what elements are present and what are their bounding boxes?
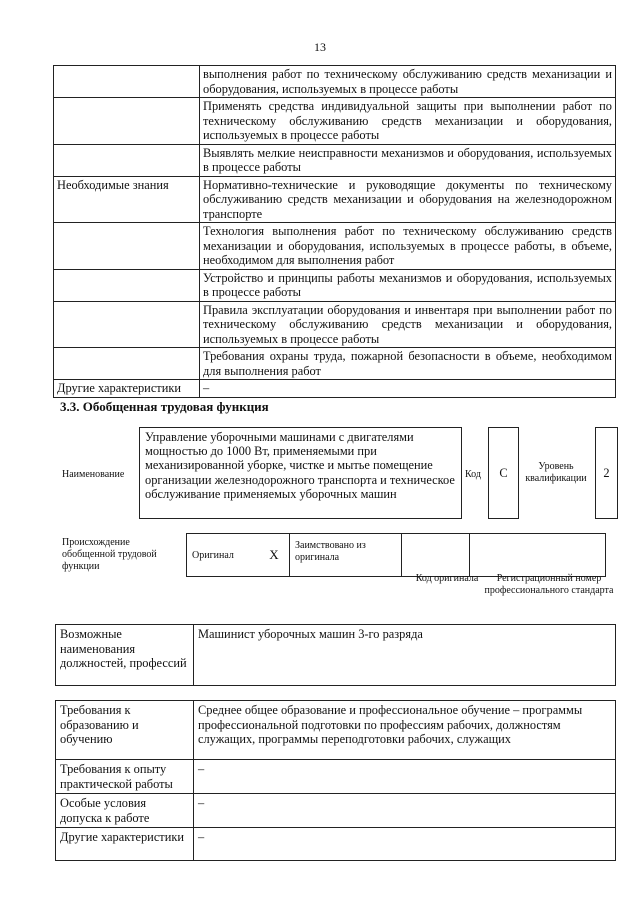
qualification-level-value: 2 — [595, 427, 618, 519]
conditions-value: – — [194, 794, 616, 828]
qualification-level-label: Уровень квалификации — [525, 461, 587, 484]
row-text: Технология выполнения работ по техническому обслуживанию средств механизации и оборудования, используемых в процессе работы, в объеме, необходимом для выполнения работ — [200, 223, 616, 270]
experience-label: Требования к опыту практической работы — [56, 760, 194, 794]
naming-label: Наименование — [62, 469, 125, 480]
row-label: Необходимые знания — [54, 176, 200, 223]
conditions-label: Особые условия допуска к работе — [56, 794, 194, 828]
row-text: Применять средства индивидуальной защиты при выполнении работ по техническому обслуживанию средств механизации и оборудования, используемых в процессе работы — [200, 98, 616, 145]
table-row — [54, 98, 616, 145]
row-text: Выявлять мелкие неисправности механизмов и оборудования, используемых в процессе работы — [200, 144, 616, 176]
other-value: – — [194, 828, 616, 861]
table-row — [56, 794, 616, 828]
original-code-cell — [402, 534, 470, 577]
code-label: Код — [465, 469, 481, 480]
positions-table — [55, 624, 616, 686]
requirements-table — [55, 700, 616, 861]
row-label — [54, 269, 200, 301]
positions-value: Машинист уборочных машин 3-го разряда — [194, 625, 616, 686]
original-code-caption: Код оригинала — [415, 573, 479, 584]
original-label: Оригинал — [187, 534, 260, 577]
row-label — [54, 66, 200, 98]
table-row — [56, 828, 616, 861]
positions-label: Возможные наименования должностей, профессий — [56, 625, 194, 686]
original-mark: X — [259, 534, 290, 577]
other-label: Другие характеристики — [56, 828, 194, 861]
table-row — [56, 625, 616, 686]
row-text: Правила эксплуатации оборудования и инвентаря при выполнении работ по техническому обслуживанию средств механизации и оборудования, используемых в процессе работы — [200, 301, 616, 348]
row-text: – — [200, 380, 616, 398]
table-row — [54, 144, 616, 176]
row-label — [54, 144, 200, 176]
experience-value: – — [194, 760, 616, 794]
table-row — [54, 176, 616, 223]
registration-number-cell — [470, 534, 606, 577]
row-label — [54, 223, 200, 270]
table-row — [54, 380, 616, 398]
page-number: 13 — [314, 40, 326, 54]
borrowed-label: Заимствовано из оригинала — [290, 534, 402, 577]
code-value: С — [488, 427, 519, 519]
table-row — [54, 348, 616, 380]
table-row — [56, 760, 616, 794]
row-label — [54, 301, 200, 348]
education-label: Требования к образованию и обучению — [56, 701, 194, 760]
skills-knowledge-table — [53, 65, 616, 398]
row-text: Устройство и принципы работы механизмов и оборудования, используемых в процессе работы — [200, 269, 616, 301]
section-title: 3.3. Обобщенная трудовая функция — [60, 399, 269, 414]
table-row — [56, 701, 616, 760]
row-text: выполнения работ по техническому обслуживанию средств механизации и оборудования, используемых в процессе работы — [200, 66, 616, 98]
education-value: Среднее общее образование и профессиональное обучение – программы профессиональной подготовки по профессиям рабочих, должностям служащих, программы переподготовки рабочих, служащих — [194, 701, 616, 760]
row-text: Нормативно-технические и руководящие документы по техническому обслуживанию средств механизации и оборудования на железнодорожном транспорте — [200, 176, 616, 223]
table-row — [54, 301, 616, 348]
registration-number-caption: Регистрационный номер профессионального стандарта — [484, 573, 614, 596]
table-row — [54, 66, 616, 98]
table-row — [54, 269, 616, 301]
row-label: Другие характеристики — [54, 380, 200, 398]
origin-label: Происхождение обобщенной трудовой функции — [62, 537, 157, 572]
row-label — [54, 98, 200, 145]
table-row — [187, 534, 606, 577]
row-label — [54, 348, 200, 380]
table-row — [54, 223, 616, 270]
origin-table — [186, 533, 606, 577]
function-name-box: Управление уборочными машинами с двигателями мощностью до 1000 Вт, применяемыми при механизированной уборке, чистке и мытье помещение организации железнодорожного транспорта и техническое обслуживание применяемых уборочных машин — [139, 427, 462, 519]
row-text: Требования охраны труда, пожарной безопасности в объеме, необходимом для выполнения работ — [200, 348, 616, 380]
